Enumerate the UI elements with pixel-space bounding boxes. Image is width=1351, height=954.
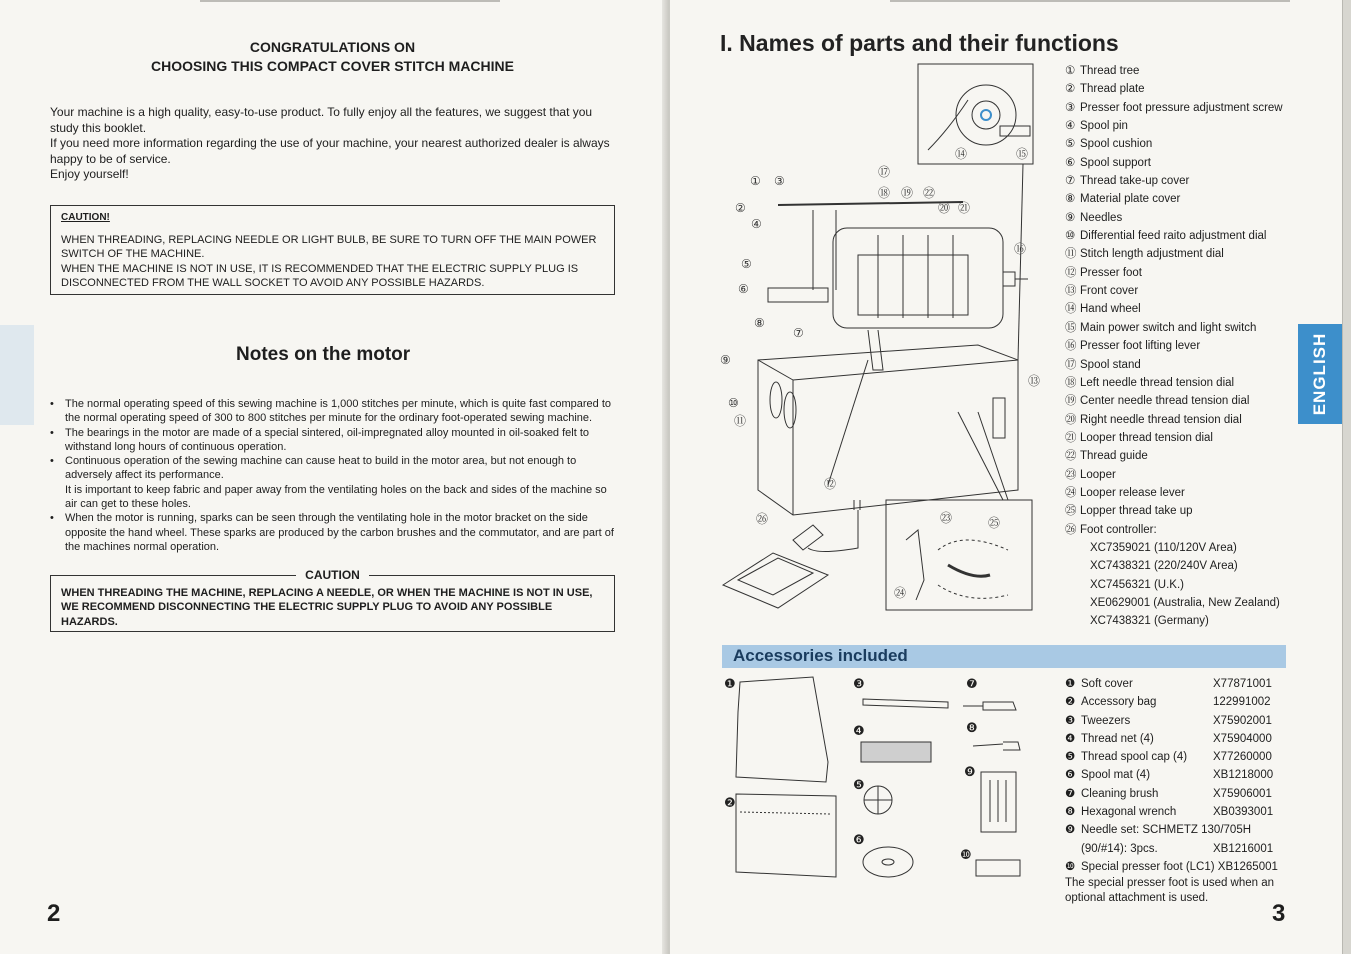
acc-callout-4: ❹ [853,724,865,739]
callout-21: ㉑ [958,201,971,215]
list-item: • When the motor is running, sparks can be seen through the ventilating hole in the motor bracket on the side opposite the hand wheel. These sparks are produced by the carbon brushes and the commutator, and are part of the machines normal operation. [50,511,616,554]
list-item: ❺ Thread spool cap (4) X77260000 [1065,751,1272,764]
list-item: ㉓ Looper [1065,468,1116,481]
callout-7: ⑦ [793,326,804,340]
list-item: ❽ Hexagonal wrench XB0393001 [1065,806,1274,819]
callout-12: ⑫ [824,477,837,491]
list-item: ㉑ Looper thread tension dial [1065,431,1213,444]
list-item: ㉖ Foot controller: [1065,523,1157,536]
callout-20: ⑳ [938,201,951,215]
parts-list [1065,62,1283,539]
callout-5: ⑤ [741,257,752,271]
callout-23: ㉓ [940,511,953,525]
list-item: ❾ Needle set: SCHMETZ 130/705H [1065,824,1252,837]
list-item: ㉕ Lopper thread take up [1065,505,1193,518]
list-item: ⑧ Material plate cover [1065,193,1181,206]
callout-10: ⑩ [728,396,739,410]
callout-25: ㉕ [988,516,1001,530]
callout-2: ② [735,201,746,215]
page-number-right: 3 [1272,900,1286,927]
tweezers-art [863,699,948,708]
callout-19: ⑲ [901,186,914,200]
list-item: • The bearings in the motor are made of a special sintered, oil-impregnated alloy mounted in oil-soaked felt to withstand long hours of continuous operation. [50,426,616,455]
acc-callout-1: ❶ [724,677,736,692]
list-item: ⑥ Spool support [1065,156,1151,169]
caution-box-1: CAUTION! WHEN THREADING, REPLACING NEEDLE OR LIGHT BULB, BE SURE TO TURN OFF THE MAIN POWER SWITCH OF THE MACHINE. WHEN THE MACHINE IS NOT IN USE, IT IS RECOMMENDED THAT THE ELECTRIC SUPPLY PLUG IS DISCONNECTED FROM THE WALL SOCKET TO AVOID ANY POSSIBLE HAZARDS. [50,205,615,295]
spool-mat-art [863,847,913,877]
acc-callout-8: ❽ [966,721,978,736]
caution-text: WHEN THREADING THE MACHINE, REPLACING A NEEDLE, OR WHEN THE MACHINE IS NOT IN USE, WE RECOMMEND DISCONNECTING THE ELECTRIC SUPPLY PLUG TO AVOID ANY POSSIBLE HAZARDS. [61,587,593,628]
page-edge [1342,0,1351,954]
list-item: • The normal operating speed of this sewing machine is 1,000 stitches per minute, which is quite fast compared to the normal operating speed of 300 to 800 stitches per minute for the ordinary foot-operated sewing machine. [50,397,616,426]
section-title: I. Names of parts and their functions [720,30,1119,56]
list-item: ❸ Tweezers X75902001 [1065,714,1272,727]
list-item: ② Thread plate [1065,83,1145,96]
callout-1: ① [750,174,761,188]
list-item: ❶ Soft cover X77871001 [1065,678,1272,690]
acc-callout-5: ❺ [853,778,865,793]
thread-net-art [861,742,931,762]
list-item: ❷ Accessory bag 122991002 [1065,696,1271,709]
list-item: ❼ Cleaning brush X75906001 [1065,787,1272,800]
acc-callout-6: ❻ [853,833,865,848]
foot-controller-codes: XC7359021 (110/120V Area) XC7438321 (220/240V Area) XC7456321 (U.K.) XE0629001 (Australia, New Zealand) XC7438321 (Germany) [1090,542,1280,628]
acc-callout-3: ❸ [853,677,865,692]
list-item: ㉔ Looper release lever [1065,486,1185,499]
callout-6: ⑥ [738,282,749,296]
callout-4: ④ [751,217,762,231]
list-item: ❹ Thread net (4) X75904000 [1065,732,1272,745]
acc-callout-7: ❼ [966,677,978,692]
caution-label: CAUTION [305,568,360,582]
foot-controller-art [723,500,860,608]
callout-17: ⑰ [878,165,891,179]
accessory-bag-art [736,794,836,877]
callout-14: ⑭ [955,147,968,161]
callout-3: ③ [774,174,785,188]
accessories-title: Accessories included [733,646,908,665]
list-item: ③ Presser foot pressure adjustment screw [1065,101,1283,114]
list-item: ⑫ Presser foot [1065,266,1142,279]
callout-8: ⑧ [754,316,765,330]
special-foot-art [976,860,1020,876]
callout-13: ⑬ [1028,374,1041,388]
caution-label: CAUTION! [61,212,110,223]
accessories-diagram [718,672,1058,894]
list-item: ⑰ Spool stand [1065,358,1141,371]
acc-callout-9: ❾ [964,765,976,780]
acc-callout-2: ❷ [724,796,736,811]
callout-11: ⑪ [734,414,747,428]
intro-text: Your machine is a high quality, easy-to-use product. To fully enjoy all the features, we suggest that you study this booklet. If you need more information regarding the use of your machine, your nearest authorized dealer is always happy to be of service. Enjoy yourself! [50,105,610,181]
top-rule [890,0,1290,2]
list-item: ⑤ Spool cushion [1065,138,1153,151]
looper-inset [886,500,1032,610]
list-item: ⑳ Right needle thread tension dial [1065,413,1242,426]
list-item: ⑩ Differential feed raito adjustment dial [1065,230,1267,243]
list-item: • Continuous operation of the sewing machine can cause heat to build in the motor area, but not enough to adversely affect its performance. It is important to keep fabric and paper away from the ventilating holes on the back and sides of the machine so air can get to these holes. [50,454,616,511]
soft-cover-art [736,677,828,782]
special-foot-note: The special presser foot is used when an optional attachment is used. [1065,877,1275,905]
accessories-header-bar [722,645,1286,668]
faint-language-tab [0,325,34,425]
callout-18: ⑱ [878,186,891,200]
acc-callout-10: ❿ [960,848,972,863]
callout-15: ⑮ [1016,147,1029,161]
cleaning-brush-art [983,702,1016,710]
callouts [720,147,1040,600]
motor-title: Notes on the motor [236,344,411,365]
list-item: ④ Spool pin [1065,120,1128,133]
callout-26: ㉖ [756,512,769,526]
list-item: ⑦ Thread take-up cover [1065,175,1190,188]
callout-16: ⑯ [1014,242,1027,256]
callout-24: ㉔ [894,586,907,600]
congrats-heading [50,38,615,76]
language-tab: ENGLISH [1298,324,1342,424]
list-item: (90/#14): 3pcs. XB1216001 [1081,842,1274,855]
list-item: ⑲ Center needle thread tension dial [1065,395,1250,408]
list-item: ❿ Special presser foot (LC1) XB1265001 [1065,860,1278,873]
hex-wrench-art [973,742,1020,750]
list-item: ⑮ Main power switch and light switch [1065,321,1257,334]
left-page [0,0,668,954]
list-item: ⑪ Stitch length adjustment dial [1065,248,1224,261]
list-item: ⑬ Front cover [1065,285,1139,298]
callout-22: ㉒ [923,186,936,200]
top-rule [200,0,500,2]
list-item: ① Thread tree [1065,65,1140,77]
motor-notes-list [50,397,616,554]
list-item: ❻ Spool mat (4) XB1218000 [1065,769,1274,782]
page-number-left: 2 [47,900,61,927]
callout-9: ⑨ [720,353,731,367]
list-item: ⑭ Hand wheel [1065,303,1141,316]
list-item: ⑱ Left needle thread tension dial [1065,376,1235,389]
congrats-line-1: CONGRATULATIONS ON [249,39,416,55]
accessories-list [1065,675,1290,906]
list-item: ⑯ Presser foot lifting lever [1065,340,1201,353]
congrats-line-2: CHOOSING THIS COMPACT COVER STITCH MACHINE [151,58,514,74]
list-item: ⑨ Needles [1065,211,1123,224]
machine-diagram [718,60,1064,615]
caution-box-2 [50,568,615,632]
list-item: ㉒ Thread guide [1065,450,1148,463]
right-page [670,0,1342,954]
